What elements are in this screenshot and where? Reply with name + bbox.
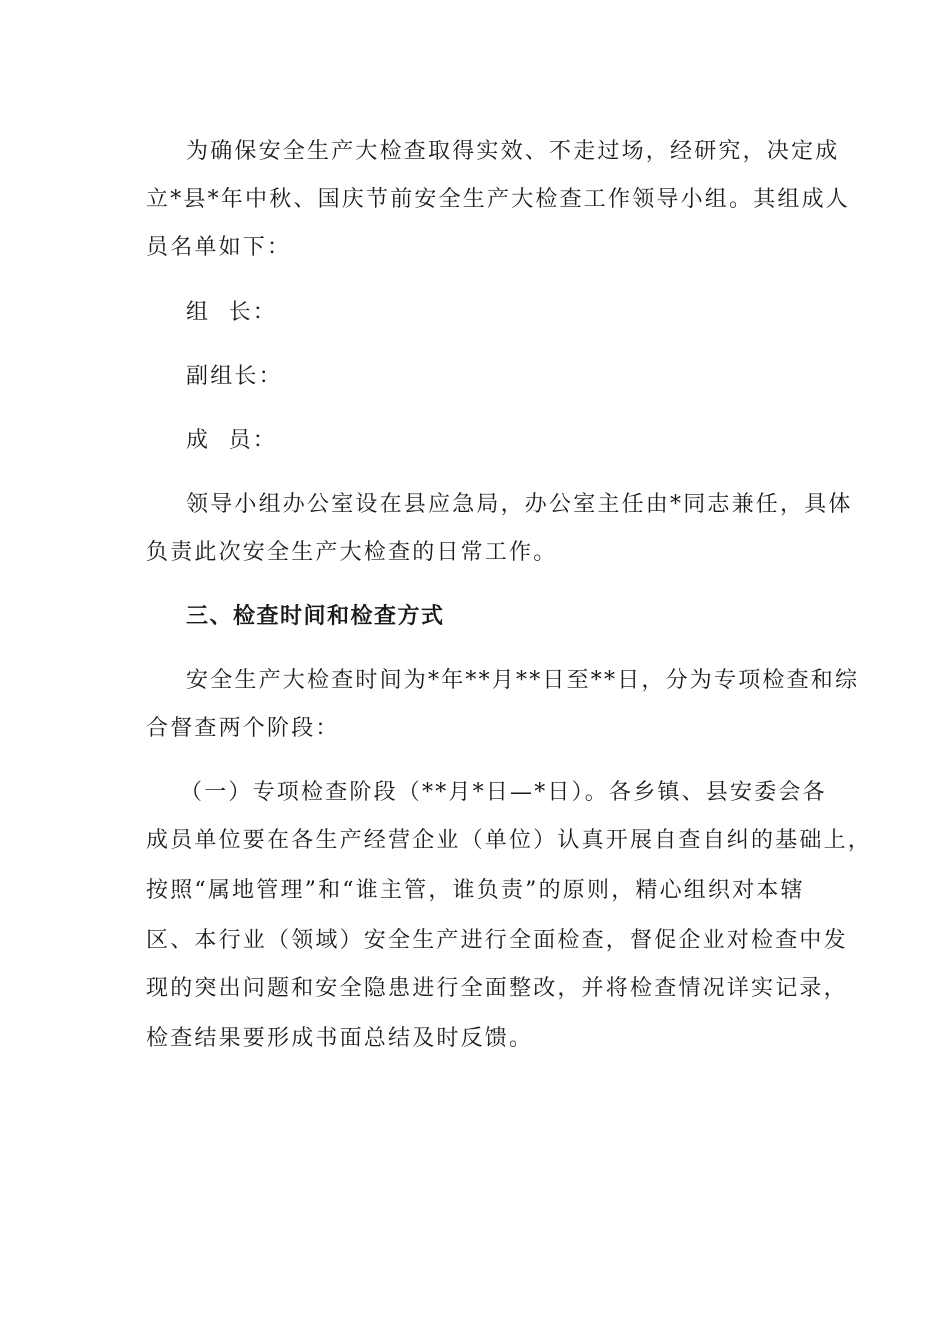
paragraph-1-line-3: 员名单如下： (146, 235, 292, 260)
paragraph-2-line-2: 负责此次安全生产大检查的日常工作。 (146, 540, 558, 565)
paragraph-1-line-2: 立*县*年中秋、国庆节前安全生产大检查工作领导小组。其组成人 (146, 187, 851, 212)
paragraph-4-line-6: 检查结果要形成书面总结及时反馈。 (146, 1026, 534, 1051)
paragraph-2-line-1: 领导小组办公室设在县应急局，办公室主任由*同志兼任，具体 (186, 492, 853, 517)
paragraph-4-line-2: 成员单位要在各生产经营企业（单位）认真开展自查自纠的基础上， (146, 828, 873, 853)
paragraph-4-line-3: 按照“属地管理”和“谁主管，谁负责”的原则，精心组织对本辖 (146, 878, 805, 903)
role-leader: 组 长： (186, 300, 277, 325)
paragraph-1-line-1: 为确保安全生产大检查取得实效、不走过场，经研究，决定成 (186, 139, 840, 164)
paragraph-4-line-4: 区、本行业（领域）安全生产进行全面检查，督促企业对检查中发 (146, 928, 848, 953)
paragraph-3-line-1: 安全生产大检查时间为*年**月**日至**日，分为专项检查和综 (186, 668, 860, 693)
paragraph-4-line-1: （一）专项检查阶段（**月*日—*日）。各乡镇、县安委会各 (180, 780, 827, 805)
role-deputy-leader: 副组长： (186, 364, 283, 389)
paragraph-4-line-5: 现的突出问题和安全隐患进行全面整改，并将检查情况详实记录， (146, 976, 848, 1001)
paragraph-3-line-2: 合督查两个阶段： (146, 716, 340, 741)
section-heading: 三、检查时间和检查方式 (186, 604, 445, 629)
role-members: 成 员： (186, 428, 277, 453)
